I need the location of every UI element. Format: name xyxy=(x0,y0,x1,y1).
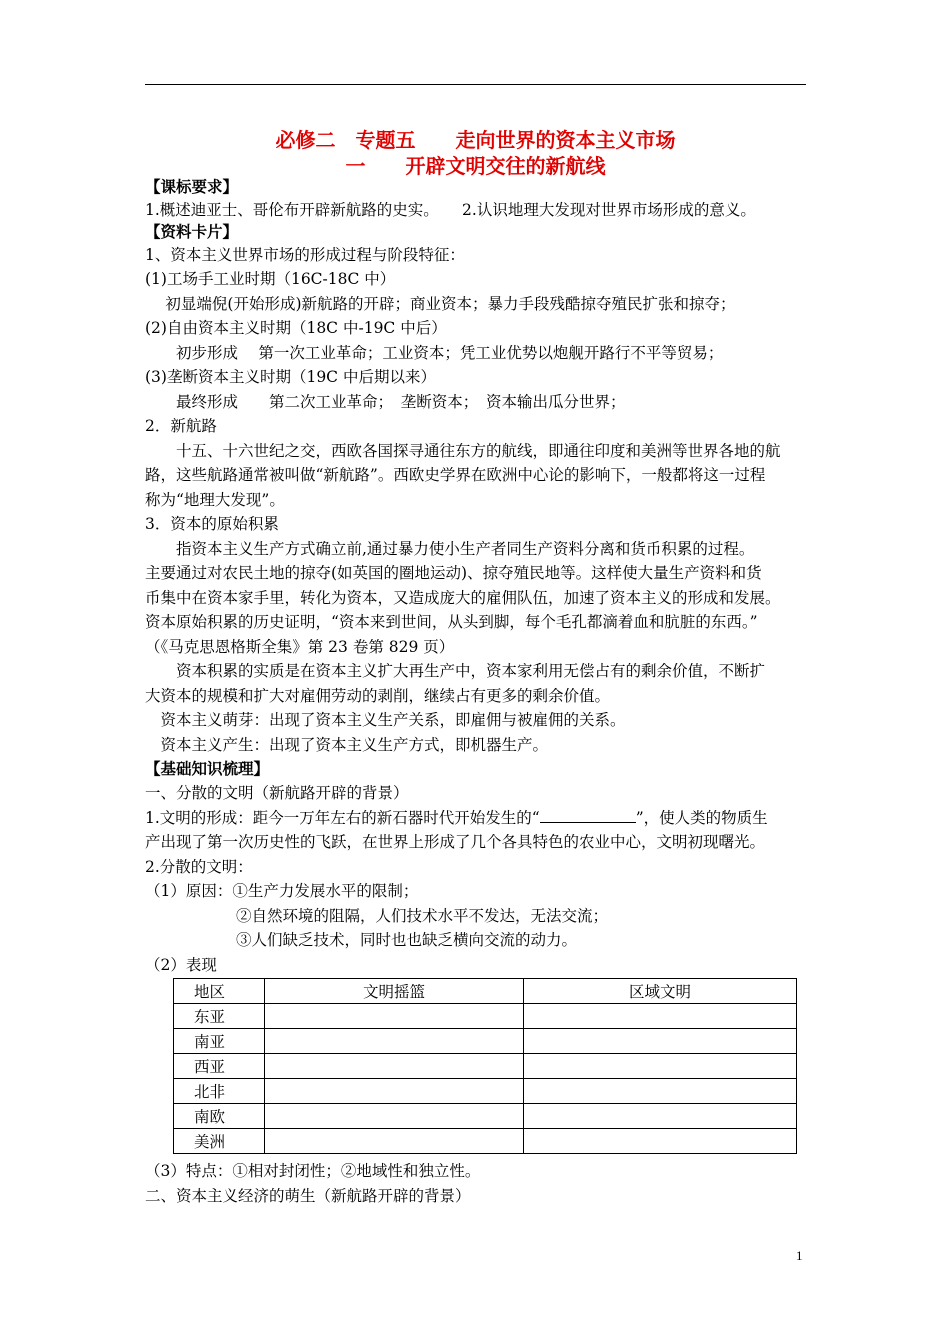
region-cell: 南亚 xyxy=(174,1029,265,1054)
paragraph: 主要通过对农民土地的掠夺(如英国的圈地运动)、掠夺殖民地等。这样使大量生产资料和货 xyxy=(145,564,762,582)
region-cell: 西亚 xyxy=(174,1054,265,1079)
section-heading-datacard: 【资料卡片】 xyxy=(145,223,239,241)
table-header: 地区 xyxy=(174,979,265,1004)
table-header: 区域文明 xyxy=(524,979,797,1004)
paragraph: 称为“地理大发现”。 xyxy=(145,491,285,509)
table-row xyxy=(174,1004,797,1029)
paragraph: ③人们缺乏技术，同时也也缺乏横向交流的动力。 xyxy=(236,931,578,949)
paragraph: 2.分散的文明： xyxy=(145,858,253,876)
section-heading-requirements: 【课标要求】 xyxy=(145,178,239,196)
region-cell: 北非 xyxy=(174,1079,265,1104)
civilization-table xyxy=(173,978,797,1154)
paragraph: 币集中在资本家手里，转化为资本，又造成庞大的雇佣队伍，加速了资本主义的形成和发展。 xyxy=(145,589,781,607)
regional-civilization-cell[interactable] xyxy=(524,1054,797,1079)
answer-blank[interactable] xyxy=(540,808,636,823)
paragraph: （2）表现 xyxy=(145,956,217,974)
paragraph: 指资本主义生产方式确立前,通过暴力使小生产者同生产资料分离和货币积累的过程。 xyxy=(145,540,755,558)
paragraph: 十五、十六世纪之交，西欧各国探寻通往东方的航线，即通往印度和美洲等世界各地的航 xyxy=(145,442,781,460)
cradle-cell[interactable] xyxy=(265,1129,524,1154)
requirements-text: 1.概述迪亚士、哥伦布开辟新航路的史实。 2.认识地理大发现对世界市场形成的意义。 xyxy=(145,201,756,219)
cradle-cell[interactable] xyxy=(265,1079,524,1104)
region-cell: 南欧 xyxy=(174,1104,265,1129)
section-heading-basics: 【基础知识梳理】 xyxy=(145,760,270,778)
table-header: 文明摇篮 xyxy=(265,979,524,1004)
paragraph: 资本主义产生：出现了资本主义生产方式，即机器生产。 xyxy=(145,736,549,754)
table-row xyxy=(174,1129,797,1154)
paragraph: 最终形成 第二次工业革命； 垄断资本； 资本输出瓜分世界； xyxy=(145,393,626,411)
paragraph: 路，这些航路通常被叫做“新航路”。西欧史学界在欧洲中心论的影响下，一般都将这一过程 xyxy=(145,466,766,484)
paragraph: （1）原因：①生产力发展水平的限制； xyxy=(145,882,419,900)
paragraph: （《马克思恩格斯全集》第 23 卷第 829 页） xyxy=(145,638,455,656)
table-row xyxy=(174,1104,797,1129)
table-row xyxy=(174,1029,797,1054)
region-cell: 东亚 xyxy=(174,1004,265,1029)
regional-civilization-cell[interactable] xyxy=(524,1129,797,1154)
paragraph: (2)自由资本主义时期（18C 中-19C 中后） xyxy=(145,319,447,337)
regional-civilization-cell[interactable] xyxy=(524,1029,797,1054)
regional-civilization-cell[interactable] xyxy=(524,1104,797,1129)
table-row xyxy=(174,1054,797,1079)
cradle-cell[interactable] xyxy=(265,1104,524,1129)
paragraph: 初步形成 第一次工业革命；工业资本；凭工业优势以炮舰开路行不平等贸易； xyxy=(145,344,724,362)
cradle-cell[interactable] xyxy=(265,1029,524,1054)
paragraph: (3)垄断资本主义时期（19C 中后期以来） xyxy=(145,368,436,386)
table-header-row xyxy=(174,979,797,1004)
page-title: 必修二 专题五 走向世界的资本主义市场 xyxy=(275,128,676,152)
paragraph: ②自然环境的阻隔，人们技术水平不发达，无法交流； xyxy=(236,907,609,925)
paragraph: 资本积累的实质是在资本主义扩大再生产中，资本家利用无偿占有的剩余价值，不断扩 xyxy=(145,662,766,680)
paragraph: 3．资本的原始积累 xyxy=(145,515,279,533)
lesson-title: 一 开辟文明交往的新航线 xyxy=(345,154,606,178)
table-row xyxy=(174,1079,797,1104)
paragraph: 产出现了第一次历史性的飞跃，在世界上形成了几个各具特色的农业中心，文明初现曙光。 xyxy=(145,833,766,851)
paragraph: (1)工场手工业时期（16C-18C 中） xyxy=(145,270,396,288)
regional-civilization-cell[interactable] xyxy=(524,1004,797,1029)
fill-blank-text-b: ”，使人类的物质生 xyxy=(635,809,768,827)
fill-blank-line xyxy=(145,808,768,828)
header-rule xyxy=(145,84,806,85)
paragraph: （3）特点：①相对封闭性；②地域性和独立性。 xyxy=(145,1162,481,1180)
fill-blank-text-a: 1.文明的形成：距今一万年左右的新石器时代开始发生的“ xyxy=(145,809,540,827)
paragraph: 1、资本主义世界市场的形成过程与阶段特征： xyxy=(145,246,465,264)
paragraph: 一、分散的文明（新航路开辟的背景） xyxy=(145,784,409,802)
paragraph: 2．新航路 xyxy=(145,417,217,435)
region-cell: 美洲 xyxy=(174,1129,265,1154)
paragraph: 资本原始积累的历史证明，“资本来到世间，从头到脚，每个毛孔都滴着血和肮脏的东西。” xyxy=(145,613,758,631)
paragraph: 二、资本主义经济的萌生（新航路开辟的背景） xyxy=(145,1187,471,1205)
regional-civilization-cell[interactable] xyxy=(524,1079,797,1104)
page-number: 1 xyxy=(796,1248,803,1263)
cradle-cell[interactable] xyxy=(265,1054,524,1079)
paragraph: 大资本的规模和扩大对雇佣劳动的剥削，继续占有更多的剩余价值。 xyxy=(145,687,611,705)
paragraph: 资本主义萌芽：出现了资本主义生产关系，即雇佣与被雇佣的关系。 xyxy=(145,711,626,729)
paragraph: 初显端倪(开始形成)新航路的开辟；商业资本；暴力手段残酷掠夺殖民扩张和掠夺； xyxy=(145,295,736,313)
cradle-cell[interactable] xyxy=(265,1004,524,1029)
